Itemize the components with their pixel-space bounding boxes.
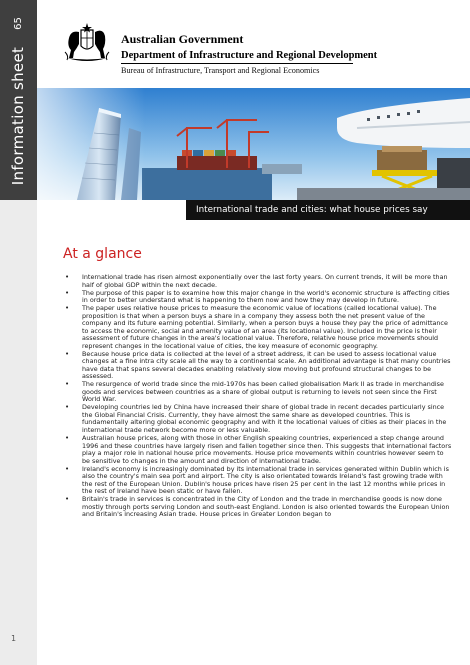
government-name: Australian Government xyxy=(121,32,244,46)
list-item: • Because house price data is collected at the level of a street address, it can be used to assess locational value changes at a fine intra city scale all the way to a continental scale. An additional advantage is that many countries have data that spans several decades enabling relatively slow moving but profound structural changes to be assessed. xyxy=(63,351,453,381)
bureau-name: Bureau of Infrastructure, Transport and Regional Economics xyxy=(121,66,320,75)
document-title: International trade and cities: what house prices say xyxy=(186,200,470,220)
list-item: • The resurgence of world trade since the mid-1970s has been called globalisation Mark II as trade in merchandise goods and services between countries as a share of global output is returning to levels not seen since the First World War. xyxy=(63,381,453,404)
sidebar-tab xyxy=(0,0,37,200)
list-item: • Britain's trade in services is concentrated in the City of London and the trade in merchandise goods is now done mostly through ports serving London and south-east England. London is also oriented towards the European Union and Britain's increasing Asian trade. House prices in Greater London began to xyxy=(63,496,453,519)
list-item: • The paper uses relative house prices to measure the economic value of locations (called locational value). The proposition is that when a person buys a share in a company they assess both the net present value of the company and its future earning potential. Similarly, when a person buys a house they pay the price of admittance to access the economic, social and amenity value of an area (its locational value). Included in the price is their assessment of future changes in the area's locational value. Therefore, relative house price movements should represent changes in the locational value of cities, the key measure of economic geography. xyxy=(63,305,453,350)
bullet-list xyxy=(63,274,453,519)
banner-image xyxy=(37,88,470,200)
header-divider xyxy=(121,63,353,64)
sidebar xyxy=(0,0,37,665)
page-number: 65 xyxy=(13,17,24,30)
list-item: • Developing countries led by China have increased their share of global trade in recent decades particularly since the Global Financial Crisis. Currently, they have almost the same share as developed countries. This is fundamentally altering global economic geography and with it the locational values of cities as their places in the international trade network become more or less valuable. xyxy=(63,404,453,434)
department-name: Department of Infrastructure and Regional Development xyxy=(121,50,378,61)
list-item: • International trade has risen almost exponentially over the last forty years. On current trends, it will be more than half of global GDP within the next decade. xyxy=(63,274,453,289)
header xyxy=(37,0,470,80)
list-item: • Australian house prices, along with those in other English speaking countries, experienced a step change around 1996 and these countries have largely risen and fallen together since then. This suggests that international factors play a major role in national house price movements. House price movements within countries however seem to be sensitive to changes in the amount and direction of international trade. xyxy=(63,435,453,465)
section-heading: At a glance xyxy=(63,246,142,262)
footer-page-number: 1 xyxy=(11,634,17,643)
section-label: Information sheet xyxy=(9,46,27,186)
main-content xyxy=(63,246,453,519)
list-item: • The purpose of this paper is to examine how this major change in the world's economic structure is affecting cities in order to better understand what is happening to them now and how they may develop in future. xyxy=(63,290,453,305)
list-item: • Ireland's economy is increasingly dominated by its international trade in services generated within Dublin which is also the country's main sea port and airport. The city is also orientated towards Ireland's fast growing trade with the rest of the European Union. Dublin's house prices have risen 25 per cent in the last 12 months while prices in the rest of Ireland have been static or have fallen. xyxy=(63,466,453,496)
coat-of-arms-icon xyxy=(61,22,113,64)
